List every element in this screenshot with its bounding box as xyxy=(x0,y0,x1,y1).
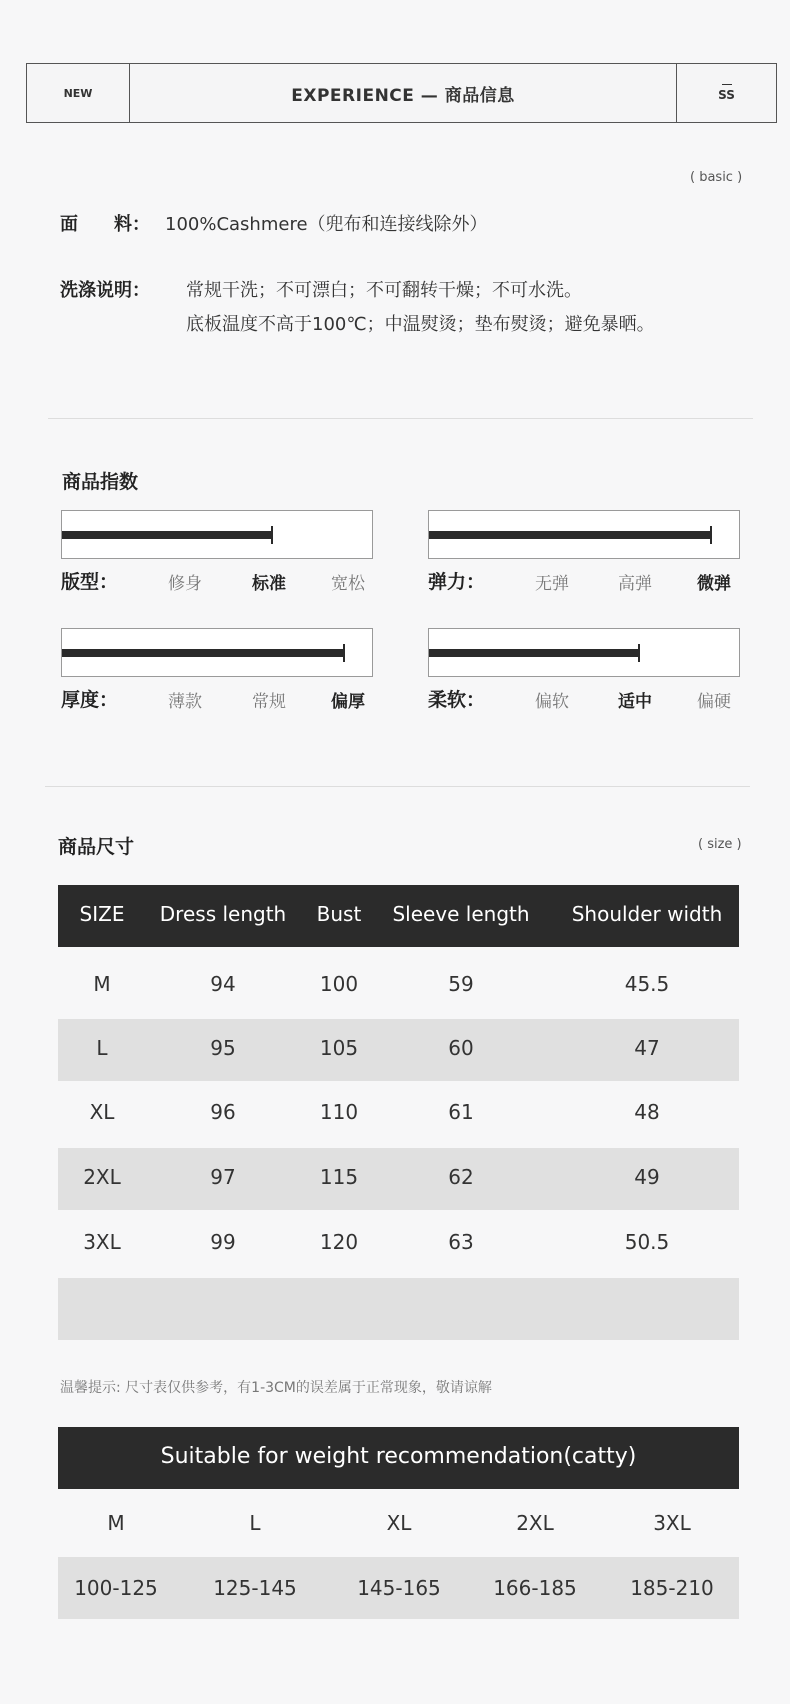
washing-line-2: 底板温度不高于100℃；中温熨烫；垫布熨烫；避免暴晒。 xyxy=(186,314,655,335)
index-option: 无弹 xyxy=(535,574,569,594)
index-label: 弹力： xyxy=(428,571,486,593)
basic-tag: ( basic ) xyxy=(690,170,743,185)
divider xyxy=(48,418,753,419)
weight-range-cell: 145-165 xyxy=(357,1576,441,1600)
header-new-label: NEW xyxy=(27,64,130,122)
table-cell: 99 xyxy=(210,1230,236,1254)
size-table-header-cell: Shoulder width xyxy=(571,902,723,926)
table-cell: 96 xyxy=(210,1100,236,1124)
size-table-header-cell: SIZE xyxy=(79,902,125,926)
table-cell: M xyxy=(93,972,111,996)
table-cell: 115 xyxy=(319,1165,359,1189)
index-gauge-fill xyxy=(429,649,638,657)
size-title: 商品尺寸 xyxy=(58,836,135,858)
size-tag: ( size ) xyxy=(698,837,742,852)
table-cell: 94 xyxy=(210,972,236,996)
weight-size-cell: 3XL xyxy=(653,1511,691,1535)
index-label: 柔软： xyxy=(428,689,486,711)
table-cell: 97 xyxy=(210,1165,236,1189)
index-option: 微弹 xyxy=(697,574,731,594)
table-cell: 120 xyxy=(319,1230,359,1254)
table-cell: 61 xyxy=(448,1100,474,1124)
table-cell: 60 xyxy=(448,1036,474,1060)
table-cell: L xyxy=(96,1036,108,1060)
table-cell: 2XL xyxy=(83,1165,121,1189)
size-table-header-cell: Dress length xyxy=(159,902,287,926)
index-gauge-fill xyxy=(62,649,343,657)
header-season-label: SS xyxy=(718,88,735,103)
index-option: 高弹 xyxy=(618,574,652,594)
table-cell: 45.5 xyxy=(624,972,670,996)
index-label: 厚度： xyxy=(61,689,119,711)
size-table-header xyxy=(58,885,739,947)
index-option: 适中 xyxy=(618,692,652,712)
index-gauge xyxy=(428,510,740,559)
weight-header xyxy=(58,1427,739,1489)
index-title: 商品指数 xyxy=(62,471,139,493)
index-gauge-marker xyxy=(710,526,712,544)
weight-size-cell: L xyxy=(249,1511,261,1535)
size-table-header-cell: Bust xyxy=(316,902,362,926)
index-option: 偏软 xyxy=(535,692,569,712)
index-gauge-fill xyxy=(429,531,710,539)
weight-range-cell: 166-185 xyxy=(493,1576,577,1600)
weight-range-cell: 100-125 xyxy=(74,1576,158,1600)
table-cell: 110 xyxy=(319,1100,359,1124)
index-option: 薄款 xyxy=(168,692,202,712)
index-gauge xyxy=(428,628,740,677)
index-gauge-marker xyxy=(271,526,273,544)
table-cell: XL xyxy=(89,1100,115,1124)
season-overline xyxy=(722,84,732,86)
table-cell: 100 xyxy=(319,972,359,996)
table-cell: 105 xyxy=(319,1036,359,1060)
weight-range-cell: 185-210 xyxy=(630,1576,714,1600)
index-option: 偏硬 xyxy=(697,692,731,712)
index-gauge-marker xyxy=(638,644,640,662)
index-option: 标准 xyxy=(252,574,286,594)
weight-size-cell: XL xyxy=(386,1511,412,1535)
index-option: 修身 xyxy=(168,574,202,594)
weight-size-cell: M xyxy=(107,1511,125,1535)
index-option: 偏厚 xyxy=(331,692,365,712)
table-cell: 49 xyxy=(634,1165,660,1189)
index-gauge-fill xyxy=(62,531,271,539)
index-option: 常规 xyxy=(252,692,286,712)
size-table-header-cell: Sleeve length xyxy=(392,902,530,926)
table-row xyxy=(58,1278,739,1340)
weight-range-cell: 125-145 xyxy=(213,1576,297,1600)
washing-line-1: 常规干洗；不可漂白；不可翻转干燥；不可水洗。 xyxy=(186,280,582,301)
washing-label: 洗涤说明： xyxy=(60,280,150,301)
table-cell: 59 xyxy=(448,972,474,996)
divider xyxy=(45,786,750,787)
table-cell: 95 xyxy=(210,1036,236,1060)
index-gauge xyxy=(61,628,373,677)
table-cell: 62 xyxy=(448,1165,474,1189)
header-title: EXPERIENCE — 商品信息 xyxy=(291,85,515,106)
table-cell: 48 xyxy=(634,1100,660,1124)
table-cell: 3XL xyxy=(83,1230,121,1254)
table-cell: 50.5 xyxy=(624,1230,670,1254)
index-gauge-marker xyxy=(343,644,345,662)
fabric-value: 100%Cashmere（兜布和连接线除外） xyxy=(165,214,488,235)
fabric-label: 面 料： xyxy=(60,214,150,235)
index-option: 宽松 xyxy=(331,574,365,594)
weight-title: Suitable for weight recommendation(catty) xyxy=(160,1444,637,1469)
table-cell: 47 xyxy=(634,1036,660,1060)
header-bar xyxy=(26,63,777,123)
header-season xyxy=(676,64,776,122)
index-label: 版型： xyxy=(61,571,119,593)
table-cell: 63 xyxy=(448,1230,474,1254)
index-gauge xyxy=(61,510,373,559)
weight-size-cell: 2XL xyxy=(516,1511,554,1535)
size-note: 温馨提示: 尺寸表仅供参考，有1-3CM的误差属于正常现象，敬请谅解 xyxy=(60,1380,492,1396)
